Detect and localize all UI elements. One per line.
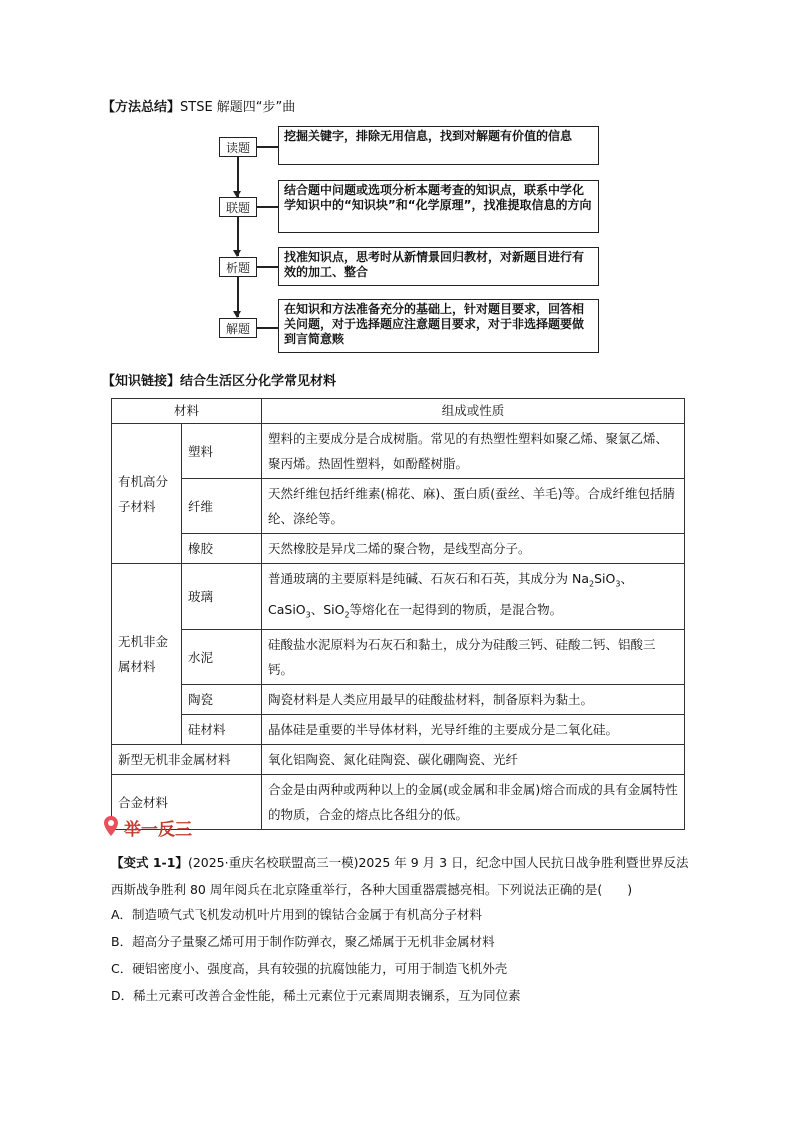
flow-link: [257, 146, 279, 148]
option-c[interactable]: C．硬铝密度小、强度高，具有较强的抗腐蚀能力，可用于制造飞机外壳: [111, 961, 508, 976]
table-header-row: [112, 399, 685, 424]
method-heading: [102, 96, 295, 115]
table-row: [112, 564, 685, 630]
material-name: 橡胶: [182, 534, 262, 564]
material-name: 塑料: [182, 424, 262, 479]
material-desc: 晶体硅是重要的半导体材料，光导纤维的主要成分是二氧化硅。: [262, 715, 685, 745]
section-title: 举一反三: [124, 820, 192, 840]
subscript: 2: [589, 579, 595, 589]
glass-desc-c: 、CaSiO: [268, 571, 633, 617]
subscript: 2: [344, 610, 350, 619]
material-desc: 天然橡胶是异戊二烯的聚合物，是线型高分子。: [262, 534, 685, 564]
subscript: 3: [305, 610, 311, 619]
glass-desc-b: SiO: [594, 571, 616, 586]
question-stem: [111, 849, 691, 903]
glass-desc-d: 、SiO: [310, 601, 345, 617]
flow-link: [257, 266, 279, 268]
step-label-analyze: 析题: [219, 257, 257, 277]
table-row: [112, 534, 685, 564]
link-tag: 【知识链接】: [102, 374, 181, 389]
option-a[interactable]: A．制造喷气式飞机发动机叶片用到的镍钴合金属于有机高分子材料: [111, 907, 483, 922]
step-text-read: 挖掘关键字，排除无用信息，找到对解题有价值的信息: [278, 126, 599, 165]
table-row: [112, 479, 685, 534]
material-desc: 硅酸盐水泥原料为石灰石和黏土，成分为硅酸三钙、硅酸二钙、铝酸三钙。: [262, 630, 685, 685]
material-name: 水泥: [182, 630, 262, 685]
method-title: STSE 解题四“步”曲: [180, 100, 296, 115]
material-name: 纤维: [182, 479, 262, 534]
material-desc: 氧化铝陶瓷、氮化硅陶瓷、碳化硼陶瓷、光纤: [262, 745, 685, 775]
table-header-material: 材料: [112, 399, 262, 424]
subscript: 3: [615, 579, 621, 589]
material-desc: 天然纤维包括纤维素(棉花、麻)、蛋白质(蚕丝、羊毛)等。合成纤维包括腈纶、涤纶等。: [262, 479, 685, 534]
step-label-read: 读题: [219, 137, 257, 157]
option-b[interactable]: B．超高分子量聚乙烯可用于制作防弹衣，聚乙烯属于无机非金属材料: [111, 934, 495, 949]
question-text: (2025·重庆名校联盟高三一模)2025 年 9 月 3 日，纪念中国人民抗日战争胜利暨世界反法西斯战争胜利 80 周年阅兵在北京隆重举行，各种大国重器震撼亮相。下列说法正确的是( ): [111, 855, 689, 897]
material-desc: 合金是由两种或两种以上的金属(或金属和非金属)熔合而成的具有金属特性的物质，合金的熔点比各组分的低。: [262, 775, 685, 830]
step-text-link: 结合题中问题或选项分析本题考查的知识点，联系中学化学知识中的“知识块”和“化学原理”，找准提取信息的方向: [278, 180, 599, 233]
glass-desc-e: 等熔化在一起得到的物质，是混合物。: [349, 601, 563, 617]
location-pin-icon: [103, 815, 119, 837]
group-new-inorganic: 新型无机非金属材料: [112, 745, 262, 775]
table-row: [112, 745, 685, 775]
materials-table: [111, 398, 685, 830]
link-heading: [102, 370, 336, 389]
group-inorganic: 无机非金属材料: [112, 564, 182, 745]
material-name: 硅材料: [182, 715, 262, 745]
material-name: 陶瓷: [182, 685, 262, 715]
table-row: [112, 630, 685, 685]
table-row: [112, 715, 685, 745]
flow-link: [257, 327, 279, 329]
material-desc: 陶瓷材料是人类应用最早的硅酸盐材料，制备原料为黏土。: [262, 685, 685, 715]
question-tag: 【变式 1-1】: [111, 855, 188, 870]
arrow-down-icon: [233, 311, 241, 318]
table-row: [112, 685, 685, 715]
flow-link: [257, 206, 279, 208]
group-organic: 有机高分子材料: [112, 424, 182, 564]
material-desc: 塑料的主要成分是合成树脂。常见的有热塑性塑料如聚乙烯、聚氯乙烯、聚丙烯。热固性塑料，如酚醛树脂。: [262, 424, 685, 479]
glass-desc-a: 普通玻璃的主要原料是纯碱、石灰石和石英，其成分为 Na: [268, 571, 589, 586]
table-header-property: 组成或性质: [262, 399, 685, 424]
option-d[interactable]: D．稀土元素可改善合金性能，稀土元素位于元素周期表镧系，互为同位素: [111, 988, 521, 1003]
link-title: 结合生活区分化学常见材料: [180, 374, 337, 389]
method-tag: 【方法总结】: [102, 100, 181, 115]
step-text-analyze: 找准知识点，思考时从新情景回归教材，对新题目进行有效的加工、整合: [278, 247, 599, 286]
table-row: [112, 424, 685, 479]
step-label-link: 联题: [219, 197, 257, 217]
step-text-solve: 在知识和方法准备充分的基础上，针对题目要求，回答相关问题，对于选择题应注意题目要求，对于非选择题要做到言简意赅: [278, 299, 599, 353]
arrow-down-icon: [233, 250, 241, 257]
group-alloy: 合金材料: [112, 775, 262, 830]
material-name: 玻璃: [182, 564, 262, 630]
step-label-solve: 解题: [219, 318, 257, 338]
material-desc: [262, 564, 685, 630]
table-row: [112, 775, 685, 830]
